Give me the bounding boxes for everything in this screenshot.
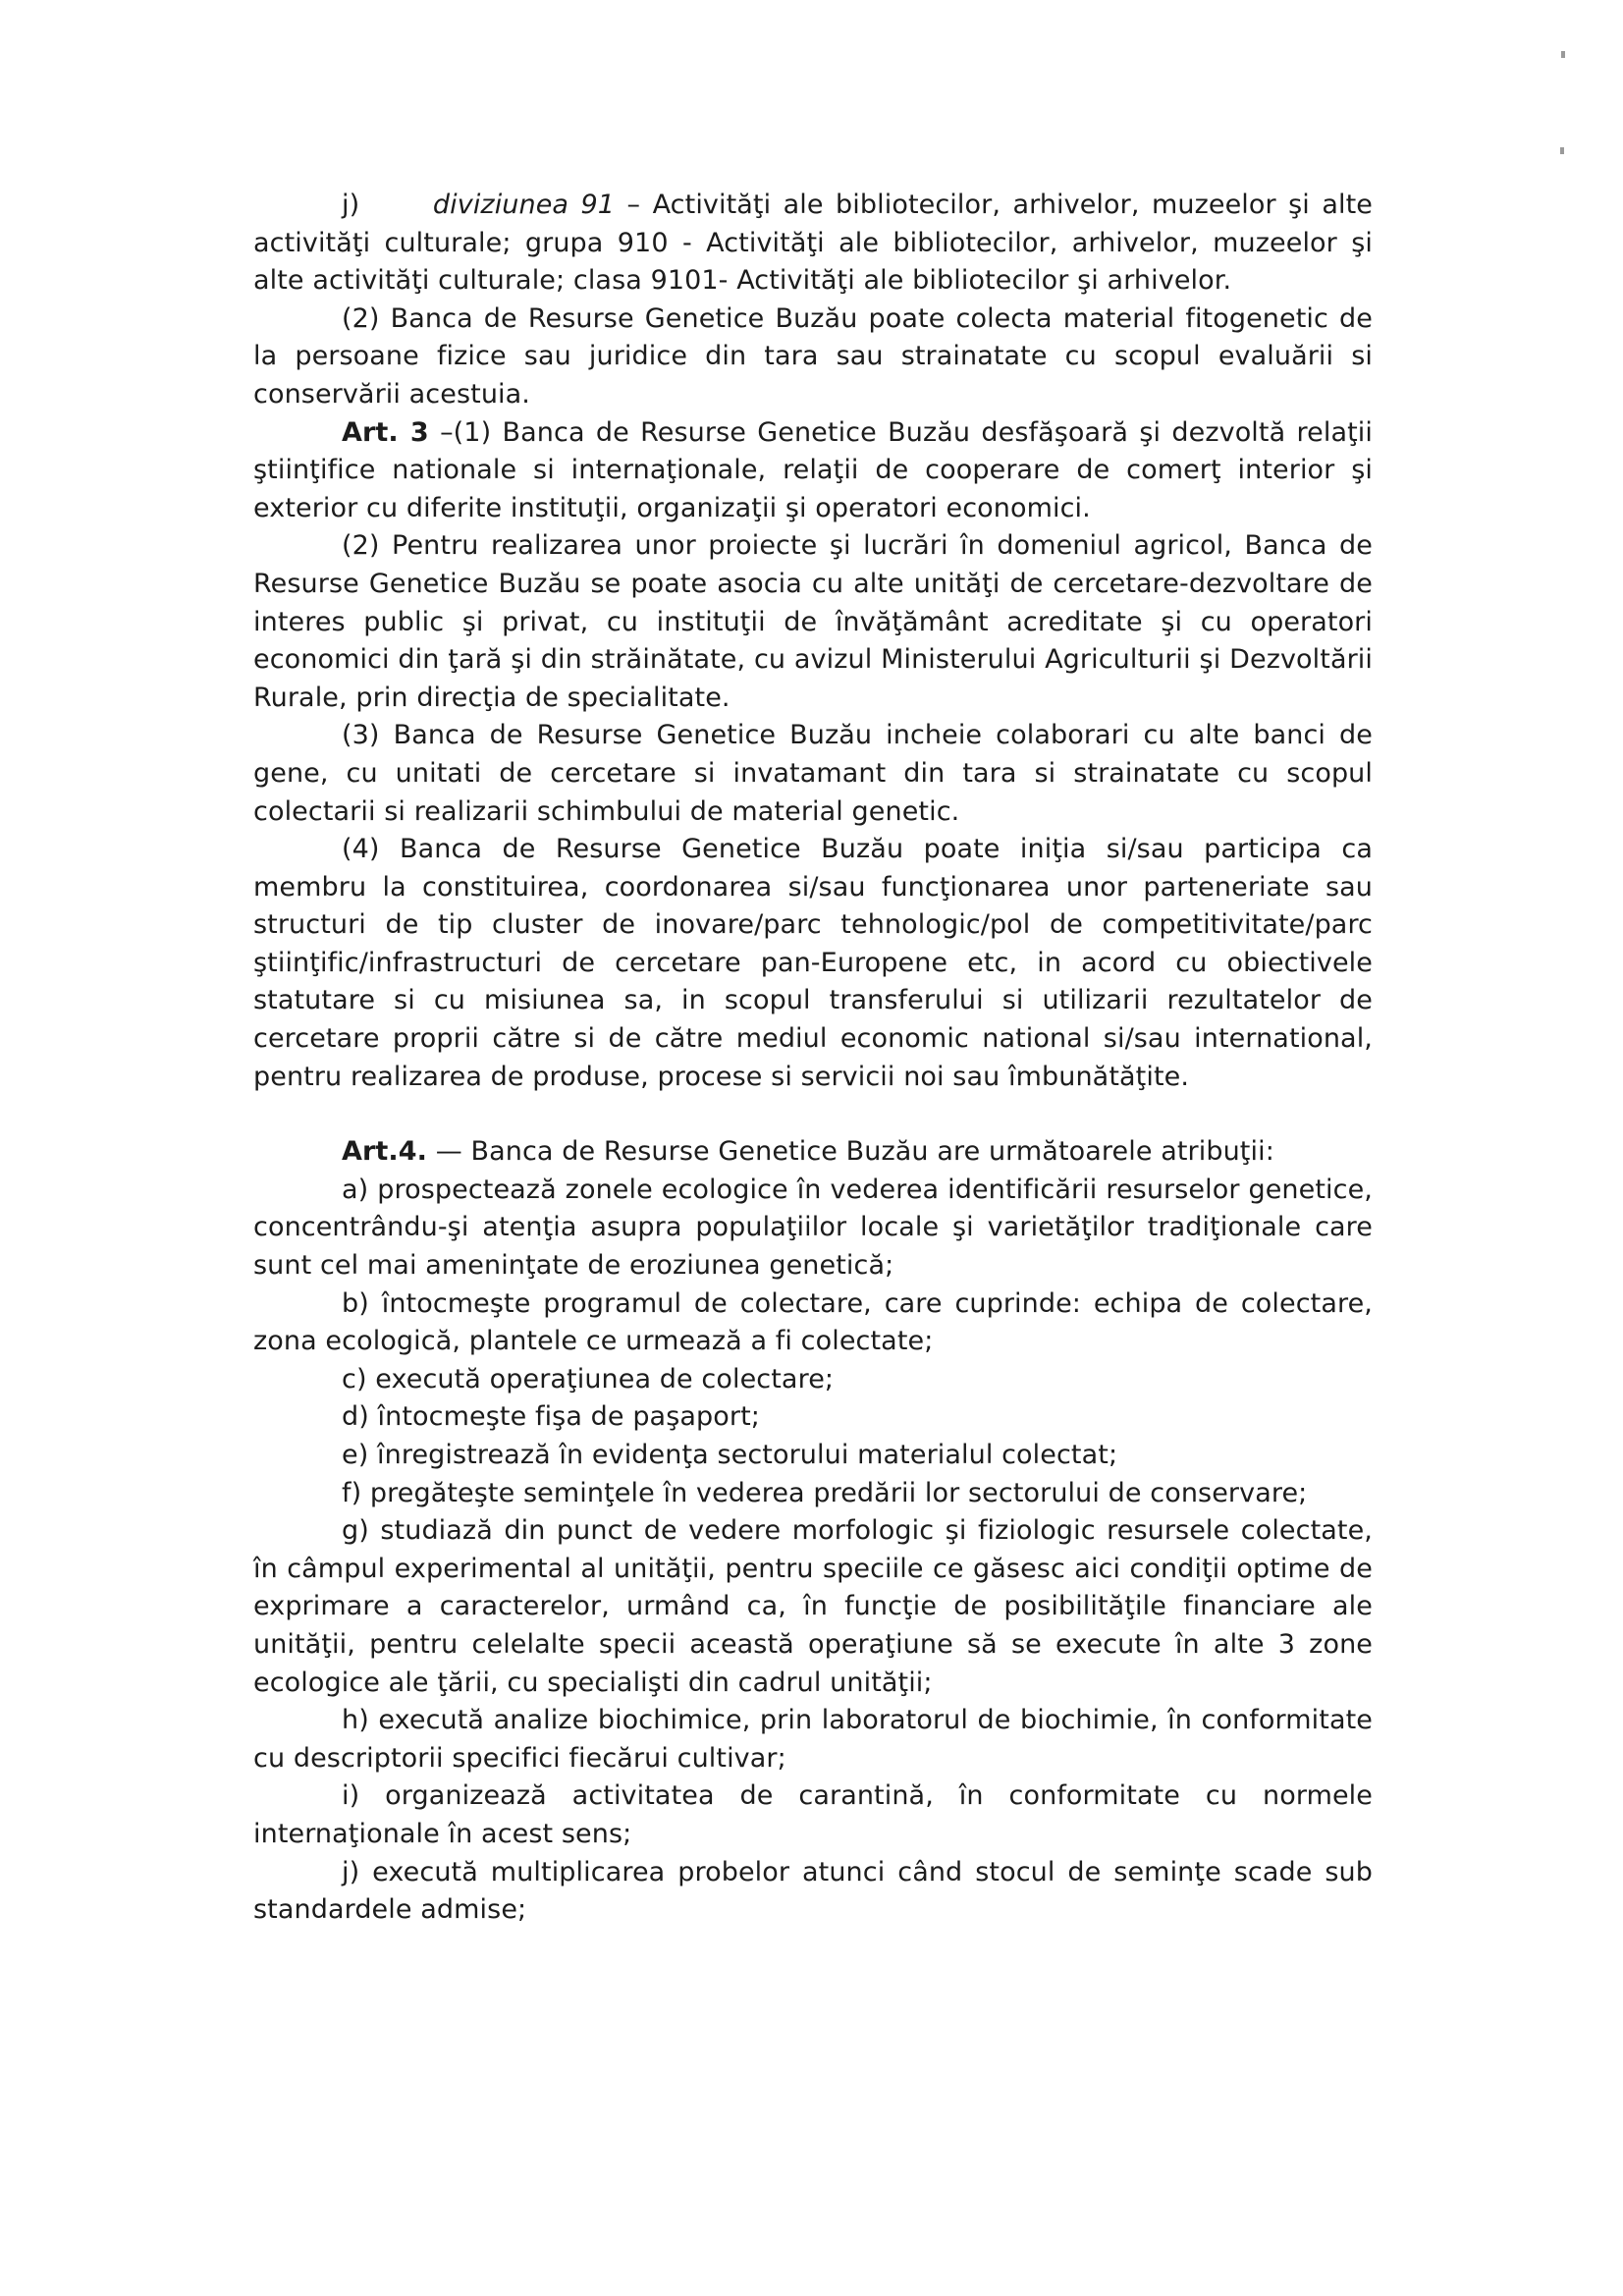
paragraph-text: (2) Pentru realizarea unor proiecte şi lucrări în domeniul agricol, Banca de Resurse Genetice Buzău se poate asocia cu alte unităţi de cercetare-dezvoltare de interes public şi privat, cu instituţii de învăţământ acreditate şi cu operatori economici din ţară şi din străinătate, cu avizul Ministerului Agriculturii şi Dezvoltării Rurale, prin direcţia de specialitate.	[253, 530, 1373, 713]
item-prefix: j)	[342, 190, 360, 220]
art3-paragraph-4	[253, 831, 1373, 1096]
art4-item-h	[253, 1702, 1373, 1777]
paragraph-text: – Activităţi ale bibliotecilor, arhivelor, muzeelor şi alte activităţi culturale; grupa 910 - Activităţi ale bibliotecilor, arhivelor, muzeelor şi alte activităţi culturale; clasa 9101- Activităţi ale bibliotecilor şi arhivelor.	[253, 190, 1373, 297]
paragraph-text: (4) Banca de Resurse Genetice Buzău poate iniţia si/sau participa ca membru la constituirea, coordonarea si/sau funcţionarea unor parteneriate sau structuri de tip cluster de inovare/parc tehnologic/pol de competitivitate/parc ştiinţific/infrastructuri de cercetare pan-Europene etc, in acord cu obiectivele statutare si cu misiunea sa, in scopul transferului si utilizarii rezultatelor de cercetare proprii către si de către mediul economic national si/sau international, pentru realizarea de produse, procese si servicii noi sau îmbunătăţite.	[253, 834, 1373, 1092]
art4-item-j	[253, 1854, 1373, 1930]
document-body	[253, 187, 1373, 1930]
art3-paragraph-2	[253, 527, 1373, 717]
art4-item-f	[253, 1475, 1373, 1513]
article-number: Art. 3	[342, 416, 429, 448]
art4-item-a	[253, 1172, 1373, 1285]
art4-heading	[253, 1133, 1373, 1172]
art4-item-d	[253, 1398, 1373, 1437]
art2-paragraph-2	[253, 301, 1373, 414]
art3-paragraph-1	[253, 414, 1373, 528]
art4-item-c	[253, 1361, 1373, 1399]
art3-paragraph-3	[253, 717, 1373, 831]
article-number: Art.4.	[342, 1136, 428, 1168]
item-j-diviziunea-91	[253, 187, 1373, 301]
paragraph-text: (2) Banca de Resurse Genetice Buzău poate colecta material fitogenetic de la persoane fizice sau juridice din tara sau strainatate cu scopul evaluării si conservării acestuia.	[253, 302, 1373, 410]
paragraph-text: e) înregistrează în evidenţa sectorului materialul colectat;	[342, 1440, 1118, 1470]
art4-item-e	[253, 1437, 1373, 1475]
art4-item-i	[253, 1777, 1373, 1853]
scan-speck	[1561, 51, 1565, 58]
paragraph-text: f) pregăteşte seminţele în vederea predării lor sectorului de conservare;	[342, 1477, 1308, 1508]
paragraph-text: a) prospectează zonele ecologice în vederea identificării resurselor genetice, concentrându-şi atenţia asupra populaţiilor locale şi varietăţilor tradiţionale care sunt cel mai ameninţate de eroziunea genetică;	[253, 1174, 1373, 1282]
paragraph-text: — Banca de Resurse Genetice Buzău are următoarele atribuţii:	[435, 1136, 1274, 1168]
paragraph-text: i) organizează activitatea de carantină, în conformitate cu normele internaţionale în acest sens;	[253, 1780, 1373, 1849]
paragraph-text: h) execută analize biochimice, prin laboratorul de biochimie, în conformitate cu descriptorii specifici fiecărui cultivar;	[253, 1705, 1373, 1774]
paragraph-text: g) studiază din punct de vedere morfologic şi fiziologic resursele colectate, în câmpul experimental al unităţii, pentru speciile ce găsesc aici condiţii optime de exprimare a caracterelor, urmând ca, în funcţie de posibilităţile financiare ale unităţii, pentru celelalte specii această operaţiune să se execute în alte 3 zone ecologice ale ţării, cu specialişti din cadrul unităţii;	[253, 1515, 1373, 1698]
art4-item-g	[253, 1512, 1373, 1702]
paragraph-text: d) întocmeşte fişa de paşaport;	[342, 1401, 760, 1433]
paragraph-text: j) execută multiplicarea probelor atunci când stocul de seminţe scade sub standardele admise;	[253, 1856, 1373, 1926]
art4-item-b	[253, 1285, 1373, 1361]
scan-speck	[1560, 147, 1564, 154]
paragraph-text: –(1) Banca de Resurse Genetice Buzău desfăşoară şi dezvoltă relaţii ştiinţifice nationale si internaţionale, relaţii de cooperare de comerţ interior şi exterior cu diferite instituţii, organizaţii şi operatori economici.	[253, 416, 1373, 523]
paragraph-text: c) execută operaţiunea de colectare;	[342, 1363, 835, 1394]
italic-term: diviziunea 91	[432, 190, 616, 220]
paragraph-text: b) întocmeşte programul de colectare, care cuprinde: echipa de colectare, zona ecologică, plantele ce urmează a fi colectate;	[253, 1287, 1373, 1357]
paragraph-text: (3) Banca de Resurse Genetice Buzău incheie colaborari cu alte banci de gene, cu unitati de cercetare si invatamant din tara si strainatate cu scopul colectarii si realizarii schimbului de material genetic.	[253, 720, 1373, 827]
